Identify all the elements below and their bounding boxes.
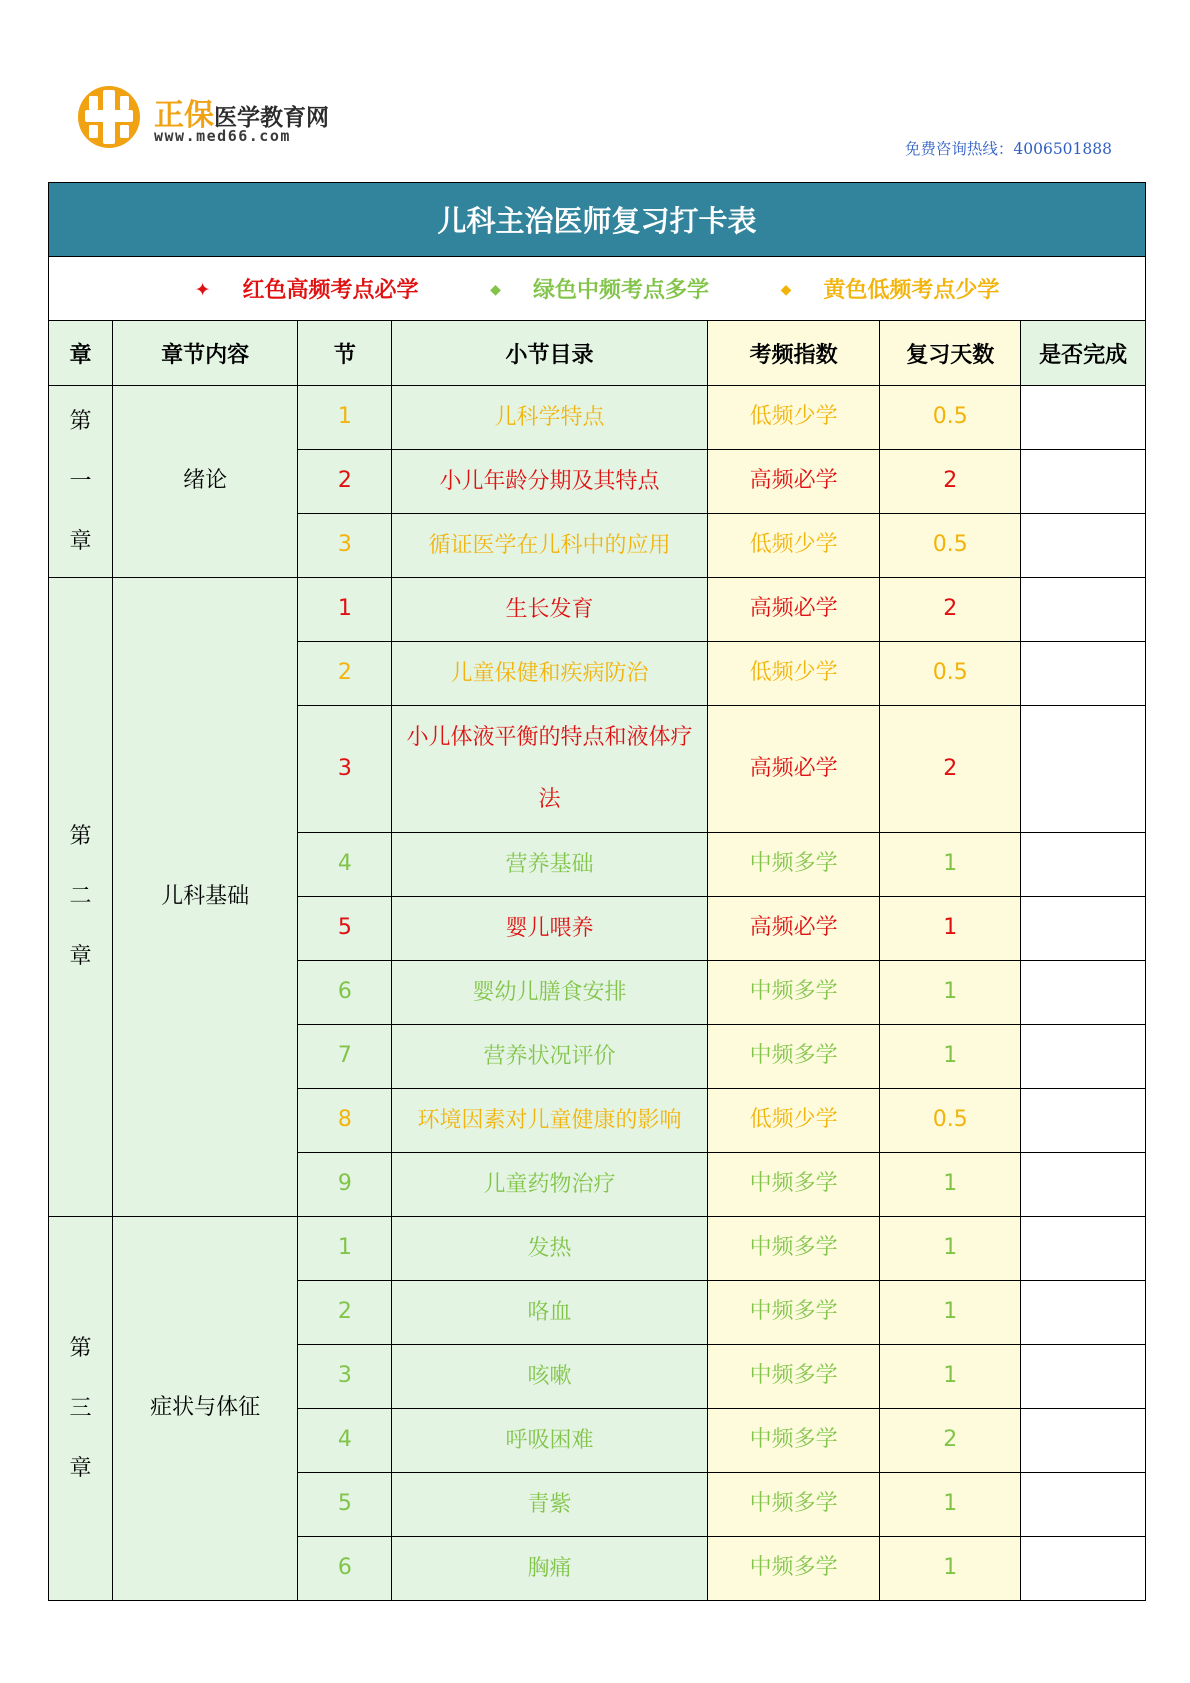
frequency-index: 中频多学 (707, 1345, 880, 1409)
section-title-text: 营养基础 (505, 851, 594, 877)
frequency-index: 高频必学 (707, 706, 880, 833)
frequency-index: 高频必学 (707, 450, 880, 514)
completion-checkbox[interactable] (1021, 1409, 1146, 1473)
frequency-index: 低频少学 (707, 1089, 880, 1153)
frequency-index: 高频必学 (707, 897, 880, 961)
chapter-label (69, 807, 91, 987)
section-number: 6 (298, 961, 392, 1025)
section-title (392, 578, 708, 642)
table-title: 儿科主治医师复习打卡表 (49, 183, 1146, 257)
completion-checkbox[interactable] (1021, 1025, 1146, 1089)
chapter-content: 症状与体征 (112, 1217, 297, 1601)
section-title (392, 1025, 708, 1089)
section-number: 3 (298, 514, 392, 578)
section-number: 7 (298, 1025, 392, 1089)
section-title (392, 833, 708, 897)
review-days: 1 (880, 1473, 1021, 1537)
completion-checkbox[interactable] (1021, 1281, 1146, 1345)
section-title (392, 1089, 708, 1153)
review-days: 1 (880, 1217, 1021, 1281)
section-title-text: 环境因素对儿童健康的影响 (417, 1107, 682, 1133)
review-days: 0.5 (880, 386, 1021, 450)
section-number: 1 (298, 578, 392, 642)
section-number: 2 (298, 642, 392, 706)
review-days: 2 (880, 706, 1021, 833)
review-checkin-table (48, 182, 1146, 1601)
review-days: 1 (880, 1153, 1021, 1217)
legend (49, 257, 1146, 321)
review-days: 1 (880, 897, 1021, 961)
col-header-done: 是否完成 (1021, 321, 1146, 386)
frequency-index: 中频多学 (707, 1537, 880, 1601)
section-title (392, 450, 708, 514)
review-days: 1 (880, 1345, 1021, 1409)
logo-subtitle: 医学教育网 (214, 105, 329, 131)
section-title (392, 386, 708, 450)
section-title (392, 514, 708, 578)
section-title-text: 生长发育 (505, 596, 594, 622)
review-days: 2 (880, 1409, 1021, 1473)
section-title (392, 1153, 708, 1217)
table-body (49, 386, 1146, 1601)
section-title-text: 儿童保健和疾病防治 (450, 660, 649, 686)
review-days: 0.5 (880, 1089, 1021, 1153)
section-title-text: 婴儿喂养 (505, 915, 594, 941)
star-icon: ✦ (194, 279, 211, 301)
hotline: 免费咨询热线：4006501888 (904, 140, 1112, 158)
col-header-content: 章节内容 (112, 321, 297, 386)
review-days: 0.5 (880, 642, 1021, 706)
frequency-index: 中频多学 (707, 1281, 880, 1345)
completion-checkbox[interactable] (1021, 1089, 1146, 1153)
review-days: 1 (880, 1537, 1021, 1601)
section-title (392, 1217, 708, 1281)
section-title (392, 706, 708, 833)
chapter-content: 儿科基础 (112, 578, 297, 1217)
section-number: 5 (298, 1473, 392, 1537)
review-days: 1 (880, 1281, 1021, 1345)
completion-checkbox[interactable] (1021, 706, 1146, 833)
header-row (49, 321, 1146, 386)
section-number: 6 (298, 1537, 392, 1601)
section-number: 2 (298, 450, 392, 514)
frequency-index: 高频必学 (707, 578, 880, 642)
section-number: 4 (298, 833, 392, 897)
diamond-icon: ◆ (490, 282, 501, 298)
review-days: 2 (880, 450, 1021, 514)
legend-red-label: 红色高频考点必学 (242, 278, 419, 303)
section-title-text: 儿童药物治疗 (483, 1171, 616, 1197)
frequency-index: 低频少学 (707, 642, 880, 706)
chapter-char: 章 (69, 944, 92, 969)
diamond-icon: ◆ (780, 282, 792, 298)
frequency-index: 中频多学 (707, 1025, 880, 1089)
chapter-char: 章 (69, 1455, 92, 1481)
legend-green-label: 绿色中频考点多学 (532, 278, 709, 303)
section-title (392, 961, 708, 1025)
section-title-text: 营养状况评价 (483, 1043, 616, 1069)
chapter-char: 章 (69, 528, 92, 554)
chapter-char: 第 (69, 408, 92, 434)
col-header-days: 复习天数 (880, 321, 1021, 386)
section-title-text: 青紫 (527, 1491, 572, 1517)
completion-checkbox[interactable] (1021, 450, 1146, 514)
completion-checkbox[interactable] (1021, 386, 1146, 450)
logo-url: www.med66.com (154, 127, 291, 145)
table-row (49, 1217, 1146, 1281)
table-row (49, 386, 1146, 450)
completion-checkbox[interactable] (1021, 1153, 1146, 1217)
section-title (392, 1537, 708, 1601)
chapter-label (69, 392, 91, 572)
completion-checkbox[interactable] (1021, 1345, 1146, 1409)
frequency-index: 中频多学 (707, 961, 880, 1025)
frequency-index: 中频多学 (707, 833, 880, 897)
chapter-char: 第 (69, 1335, 92, 1361)
completion-checkbox[interactable] (1021, 1217, 1146, 1281)
section-title (392, 642, 708, 706)
section-title-text: 发热 (527, 1235, 572, 1261)
chapter-cell (49, 1217, 113, 1601)
completion-checkbox[interactable] (1021, 961, 1146, 1025)
completion-checkbox[interactable] (1021, 897, 1146, 961)
section-title-text: 循证医学在儿科中的应用 (428, 532, 671, 558)
legend-green (474, 273, 725, 304)
frequency-index: 中频多学 (707, 1409, 880, 1473)
completion-checkbox[interactable] (1021, 578, 1146, 642)
chapter-cell (49, 578, 113, 1217)
section-title (392, 1345, 708, 1409)
completion-checkbox[interactable] (1021, 514, 1146, 578)
logo (76, 84, 416, 154)
col-header-chapter: 章 (49, 321, 113, 386)
section-number: 2 (298, 1281, 392, 1345)
table-row (49, 578, 1146, 642)
review-days: 1 (880, 833, 1021, 897)
section-number: 1 (298, 1217, 392, 1281)
chapter-char: 三 (69, 1395, 92, 1421)
chapter-cell (49, 386, 113, 578)
frequency-index: 中频多学 (707, 1217, 880, 1281)
review-days: 1 (880, 961, 1021, 1025)
col-header-frequency: 考频指数 (707, 321, 880, 386)
completion-checkbox[interactable] (1021, 1537, 1146, 1601)
section-title-text: 小儿年龄分期及其特点 (439, 468, 660, 494)
frequency-index: 中频多学 (707, 1473, 880, 1537)
section-title (392, 1473, 708, 1537)
frequency-index: 低频少学 (707, 514, 880, 578)
col-header-section: 节 (298, 321, 392, 386)
legend-yellow (765, 273, 1016, 304)
section-title-text: 胸痛 (527, 1555, 572, 1581)
legend-yellow-label: 黄色低频考点少学 (823, 278, 1000, 303)
section-number: 8 (298, 1089, 392, 1153)
logo-brand: 正保 (154, 98, 214, 133)
section-title (392, 897, 708, 961)
section-title-text: 咯血 (527, 1299, 572, 1325)
section-title-text: 咳嗽 (527, 1363, 572, 1389)
section-title-text: 小儿体液平衡的特点和液体疗法 (406, 725, 693, 812)
review-days: 0.5 (880, 514, 1021, 578)
chapter-char: 二 (69, 884, 92, 909)
section-number: 5 (298, 897, 392, 961)
section-number: 3 (298, 706, 392, 833)
completion-checkbox[interactable] (1021, 642, 1146, 706)
section-title-text: 婴幼儿膳食安排 (472, 979, 627, 1005)
section-title (392, 1281, 708, 1345)
section-number: 4 (298, 1409, 392, 1473)
review-days: 1 (880, 1025, 1021, 1089)
frequency-index: 中频多学 (707, 1153, 880, 1217)
frequency-index: 低频少学 (707, 386, 880, 450)
completion-checkbox[interactable] (1021, 833, 1146, 897)
section-number: 1 (298, 386, 392, 450)
chapter-label (69, 1319, 91, 1499)
completion-checkbox[interactable] (1021, 1473, 1146, 1537)
col-header-subsection: 小节目录 (392, 321, 708, 386)
review-days: 2 (880, 578, 1021, 642)
section-number: 9 (298, 1153, 392, 1217)
section-title-text: 呼吸困难 (505, 1427, 594, 1453)
med66-logo-icon (76, 84, 142, 150)
legend-red (179, 273, 435, 304)
chapter-char: 一 (69, 468, 92, 494)
section-title (392, 1409, 708, 1473)
chapter-char: 第 (69, 824, 92, 849)
chapter-content: 绪论 (112, 386, 297, 578)
section-number: 3 (298, 1345, 392, 1409)
section-title-text: 儿科学特点 (494, 404, 605, 430)
